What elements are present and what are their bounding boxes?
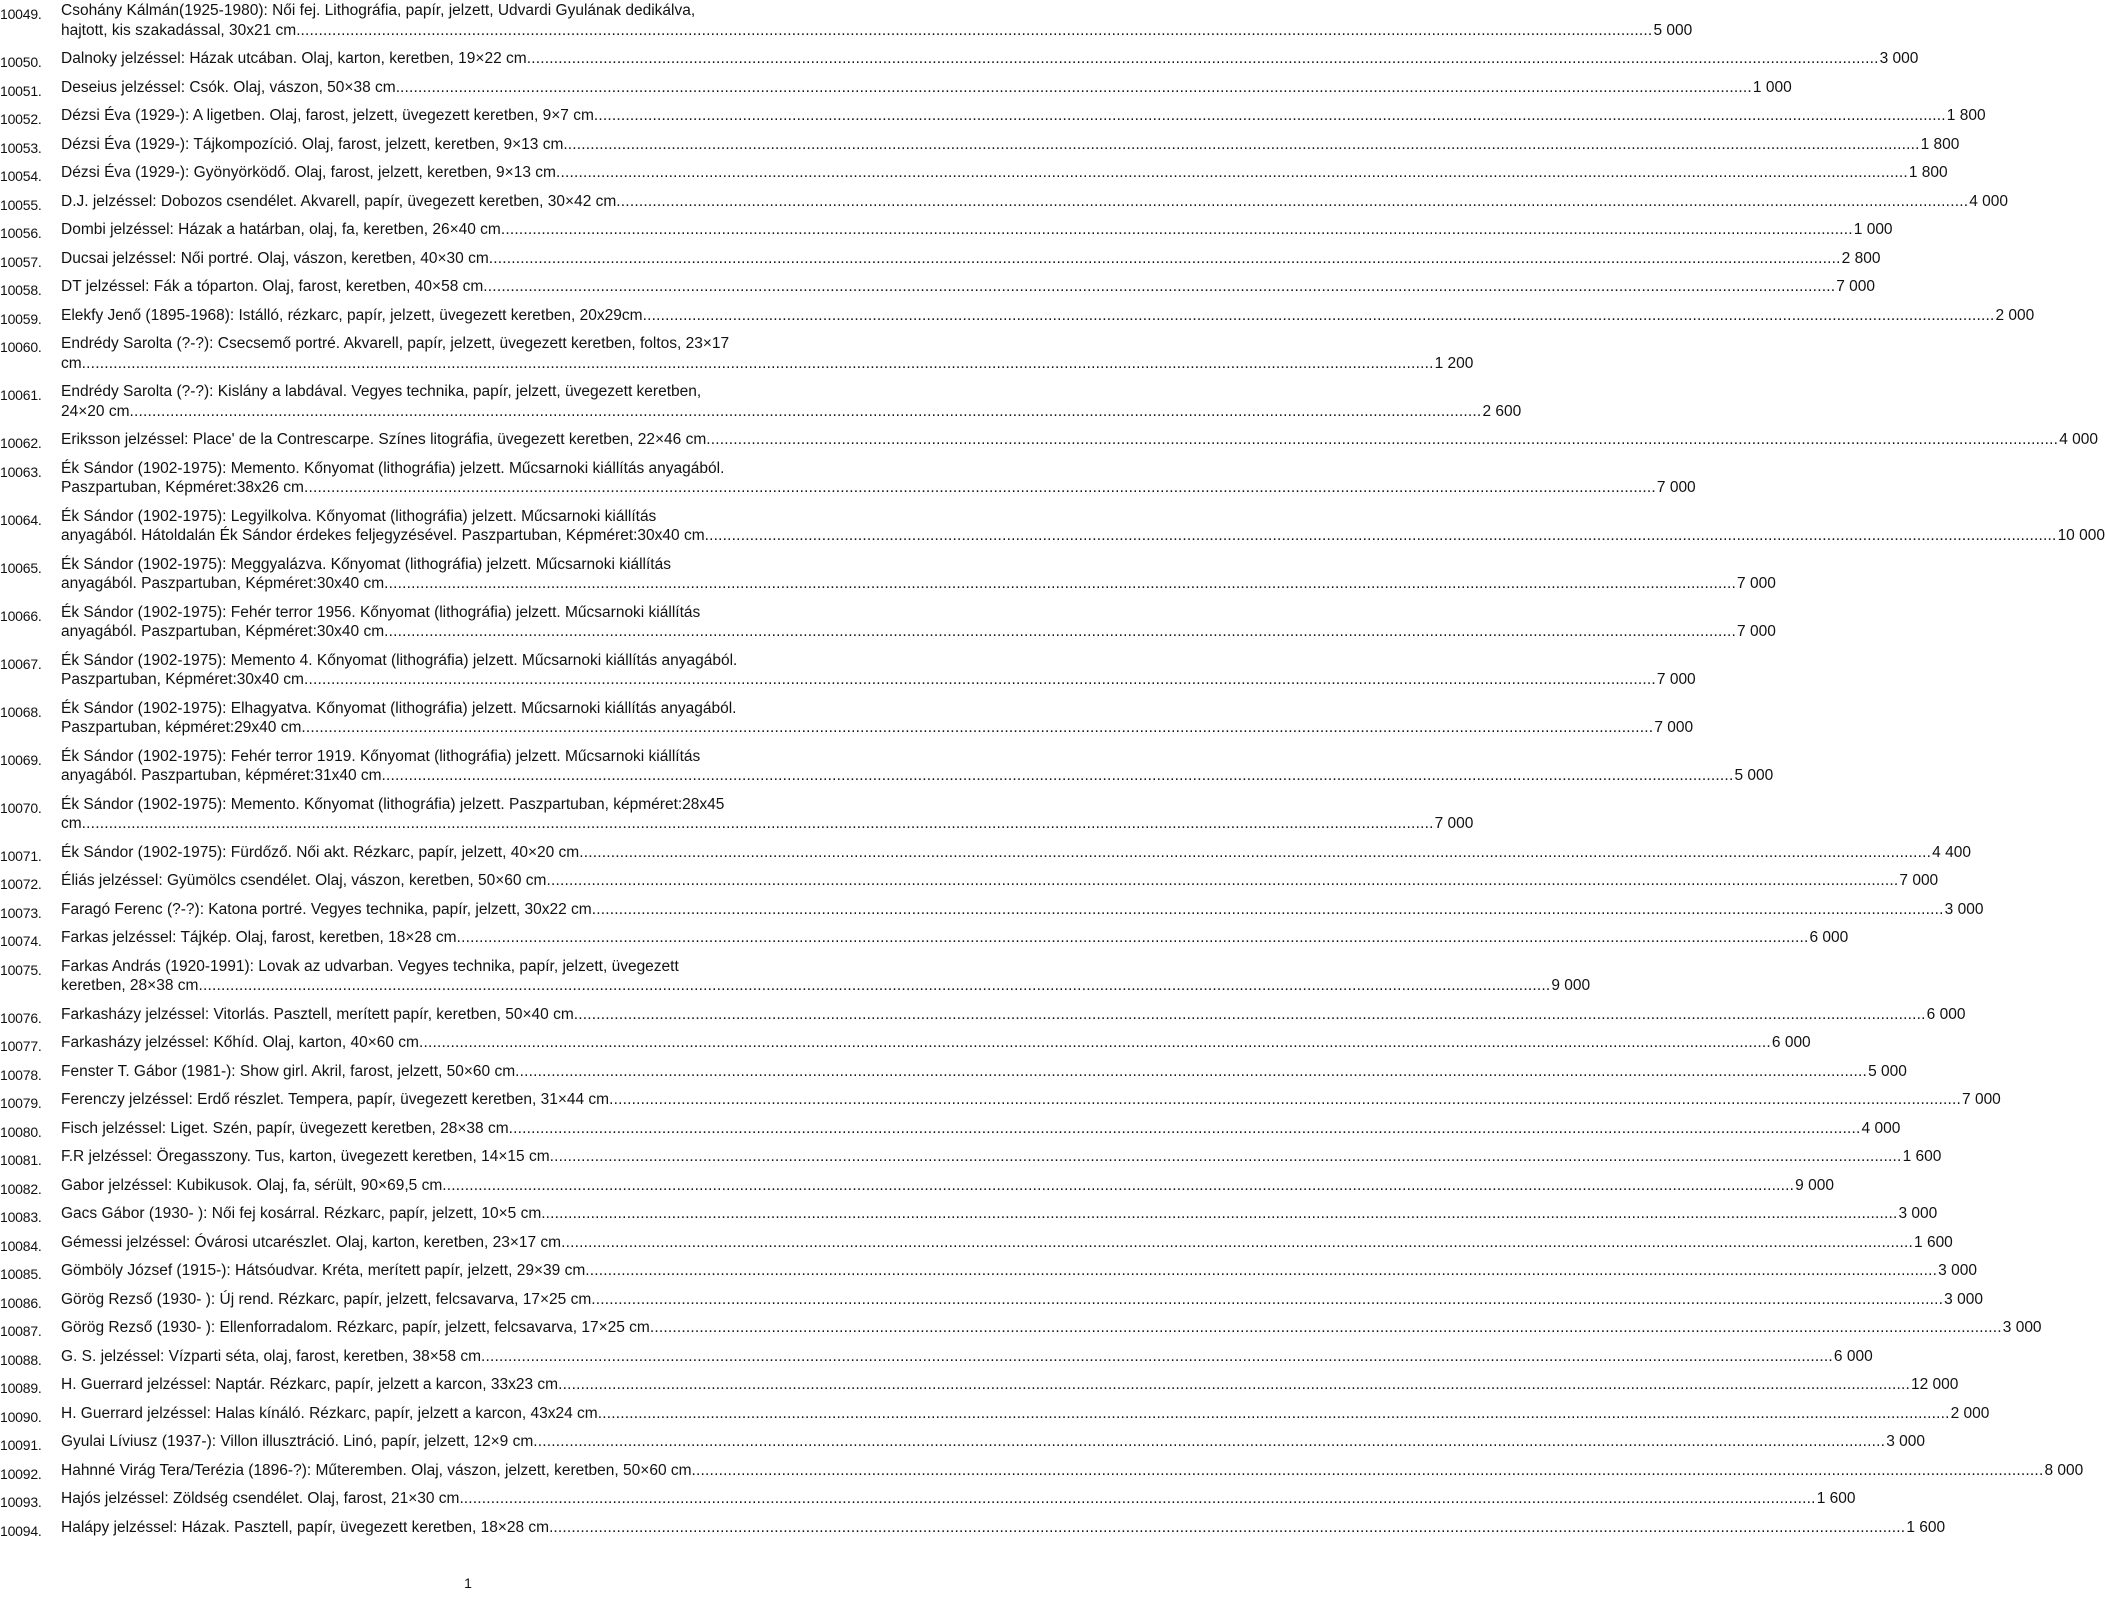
catalog-entry <box>0 249 1881 270</box>
entry-price: 2 000 <box>1950 1404 1990 1422</box>
entry-text-line: cm <box>61 354 82 372</box>
entry-description <box>61 1176 1834 1196</box>
entry-description <box>61 106 1986 126</box>
entry-description <box>61 507 2105 546</box>
entry-text-line: Farkasházy jelzéssel: Vitorlás. Pasztell, merített papír, keretben, 50×40 cm <box>61 1005 574 1023</box>
catalog-entry <box>0 382 1522 421</box>
entry-description <box>61 699 1694 738</box>
entry-text-line: Farkas András (1920-1991): Lovak az udvarban. Vegyes technika, papír, jelzett, üvegezett <box>61 957 679 975</box>
entry-number: 10071. <box>0 847 42 864</box>
dot-leader: ............................................................................................................................................................................................................................................................................................................ <box>567 135 1920 153</box>
entry-number: 10068. <box>0 703 42 720</box>
catalog-entry <box>0 430 2098 451</box>
dot-leader: ............................................................................................................................................................................................................................................................................................................ <box>704 527 2057 544</box>
catalog-entry <box>0 220 1893 241</box>
dot-leader: ............................................................................................................................................................................................................................................................................................................ <box>706 431 2059 448</box>
entry-description <box>61 795 1474 834</box>
catalog-entry <box>0 1090 2001 1111</box>
catalog-entry <box>0 1318 2042 1339</box>
catalog-entry <box>0 334 1474 373</box>
entry-description <box>61 1062 1907 1082</box>
entry-description <box>61 1404 1990 1424</box>
catalog-entry <box>0 603 1776 642</box>
entry-description <box>61 1461 2084 1481</box>
catalog-entry <box>0 78 1792 99</box>
entry-number: 10070. <box>0 799 42 816</box>
entry-price: 1 600 <box>1816 1490 1856 1507</box>
entry-text-line: anyagából. Paszpartuban, Képméret:30x40 cm <box>61 623 385 640</box>
entry-text-line: Dombi jelzéssel: Házak a határban, olaj, fa, keretben, 26×40 cm <box>61 221 501 238</box>
catalog-entry <box>0 1033 1811 1054</box>
entry-text-line: Ferenczy jelzéssel: Erdő részlet. Tempera, papír, üvegezett keretben, 31×44 cm <box>61 1091 610 1108</box>
dot-leader: ............................................................................................................................................................................................................................................................................................................ <box>384 575 1737 592</box>
entry-text-line: DT jelzéssel: Fák a tóparton. Olaj, farost, keretben, 40×58 cm <box>61 278 484 295</box>
entry-text-line: Hajós jelzéssel: Zöldség csendélet. Olaj, farost, 21×30 cm. <box>61 1490 464 1507</box>
entry-price: 1 000 <box>1752 78 1792 96</box>
dot-leader: ............................................................................................................................................................................................................................................................................................................ <box>488 249 1841 267</box>
entry-price: 2 000 <box>1995 306 2035 324</box>
entry-description <box>61 651 1696 690</box>
dot-leader: ............................................................................................................................................................................................................................................................................................................ <box>573 1005 1926 1023</box>
entry-description <box>61 1005 1966 1025</box>
entry-number: 10077. <box>0 1038 42 1054</box>
entry-text-line: Faragó Ferenc (?-?): Katona portré. Vegyes technika, papír, jelzett, 30x22 cm <box>61 900 592 918</box>
entry-text-line: Ék Sándor (1902-1975): Fehér terror 1919. Kőnyomat (lithográfia) jelzett. Műcsarnoki kiállítás <box>61 747 701 765</box>
dot-leader: ............................................................................................................................................................................................................................................................................................................ <box>597 1404 1950 1422</box>
entry-text-line: keretben, 28×38 cm <box>61 977 199 994</box>
entry-description <box>61 220 1893 240</box>
entry-description <box>61 334 1474 373</box>
entry-price: 4 400 <box>1932 843 1971 861</box>
entry-number: 10056. <box>0 225 42 241</box>
entry-description <box>61 1204 1938 1224</box>
entry-text-line: Gémessi jelzéssel: Óvárosi utcarészlet. Olaj, karton, keretben, 23×17 cm <box>61 1233 562 1251</box>
entry-number: 10091. <box>0 1437 42 1453</box>
entry-description <box>61 1518 1946 1538</box>
entry-number: 10080. <box>0 1123 42 1140</box>
entry-number: 10076. <box>0 1009 42 1026</box>
dot-leader: ............................................................................................................................................................................................................................................................................................................ <box>198 977 1551 994</box>
catalog-entry <box>0 49 1919 70</box>
catalog-entry <box>0 1204 1938 1225</box>
dot-leader: ............................................................................................................................................................................................................................................................................................................ <box>555 164 1908 181</box>
entry-text-line: Ék Sándor (1902-1975): Fehér terror 1956. Kőnyomat (lithográfia) jelzett. Műcsarnoki kiállítás <box>61 603 701 621</box>
catalog-entry <box>0 106 1986 127</box>
entry-text-line: Ék Sándor (1902-1975): Meggyalázva. Kőnyomat (lithográfia) jelzett. Műcsarnoki kiállítás <box>61 555 671 573</box>
catalog-entry <box>0 1062 1907 1083</box>
dot-leader: ............................................................................................................................................................................................................................................................................................................ <box>616 192 1969 210</box>
catalog-entry <box>0 192 2009 213</box>
entry-number: 10061. <box>0 387 42 403</box>
catalog-entry <box>0 1489 1856 1510</box>
entry-price: 1 600 <box>1906 1518 1946 1536</box>
entry-description <box>61 1489 1856 1509</box>
entry-price: 3 000 <box>1898 1205 1938 1222</box>
entry-number: 10085. <box>0 1266 42 1282</box>
entry-number: 10058. <box>0 282 42 298</box>
dot-leader: ............................................................................................................................................................................................................................................................................................................ <box>585 1262 1938 1279</box>
entry-price: 4 000 <box>2059 431 2098 448</box>
catalog-entry <box>0 507 2105 546</box>
dot-leader: ............................................................................................................................................................................................................................................................................................................ <box>609 1091 1962 1108</box>
entry-text-line: Gömböly József (1915-): Hátsóudvar. Kréta, merített papír, jelzett, 29×39 cm <box>61 1262 586 1279</box>
entry-text-line: Görög Rezső (1930- ): Ellenforradalom. Rézkarc, papír, jelzett, felcsavarva, 17×25 cm <box>61 1319 650 1336</box>
entry-number: 10078. <box>0 1066 42 1083</box>
catalog-entry <box>0 1261 1977 1282</box>
entry-text-line: Dézsi Éva (1929-): Tájkompozíció. Olaj, farost, jelzett, keretben, 9×13 cm. <box>61 135 568 153</box>
entry-description <box>61 1233 1953 1253</box>
dot-leader: ............................................................................................................................................................................................................................................................................................................ <box>481 1347 1833 1365</box>
entry-number: 10092. <box>0 1465 42 1482</box>
catalog-entry-list <box>0 1 2105 1546</box>
entry-price: 9 000 <box>1551 977 1591 994</box>
catalog-entry <box>0 277 1876 298</box>
entry-price: 6 000 <box>1833 1347 1873 1365</box>
entry-text-line: Csohány Kálmán(1925-1980): Női fej. Lithográfia, papír, jelzett, Udvardi Gyulának dedikálva, <box>61 2 696 19</box>
catalog-entry <box>0 699 1694 738</box>
entry-text-line: 24×20 cm <box>61 402 130 420</box>
entry-text-line: Dalnoky jelzéssel: Házak utcában. Olaj, karton, keretben, 19×22 cm <box>61 50 527 67</box>
entry-price: 7 000 <box>1737 575 1776 592</box>
entry-number: 10089. <box>0 1380 42 1396</box>
dot-leader: ............................................................................................................................................................................................................................................................................................................ <box>300 21 1653 39</box>
entry-number: 10090. <box>0 1408 42 1425</box>
entry-description <box>61 249 1881 269</box>
catalog-entry <box>0 163 1948 184</box>
entry-number: 10060. <box>0 339 42 355</box>
entry-description <box>61 192 2009 212</box>
entry-description <box>61 306 2035 326</box>
catalog-entry <box>0 1461 2084 1482</box>
entry-description <box>61 871 1939 891</box>
entry-number: 10081. <box>0 1152 42 1168</box>
catalog-entry <box>0 871 1939 892</box>
entry-text-line: Endrédy Sarolta (?-?): Kislány a labdával. Vegyes technika, papír, jelzett, üvegezett keretben, <box>61 383 702 400</box>
entry-number: 10073. <box>0 904 42 921</box>
entry-text-line: anyagából. Hátoldalán Ék Sándor érdekes feljegyzésével. Paszpartuban, Képméret:30x40 cm <box>61 527 705 544</box>
entry-number: 10067. <box>0 655 42 672</box>
dot-leader: ............................................................................................................................................................................................................................................................................................................ <box>642 306 1995 324</box>
dot-leader: ............................................................................................................................................................................................................................................................................................................ <box>591 1290 1944 1308</box>
entry-price: 7 000 <box>1656 671 1696 688</box>
dot-leader: ............................................................................................................................................................................................................................................................................................................ <box>381 767 1734 784</box>
entry-price: 2 800 <box>1841 249 1881 267</box>
dot-leader: ............................................................................................................................................................................................................................................................................................................ <box>508 1119 1861 1137</box>
dot-leader: ............................................................................................................................................................................................................................................................................................................ <box>442 1176 1795 1194</box>
entry-description <box>61 382 1522 421</box>
dot-leader: ............................................................................................................................................................................................................................................................................................................ <box>545 1205 1898 1222</box>
dot-leader: ............................................................................................................................................................................................................................................................................................................ <box>691 1461 2044 1479</box>
entry-number: 10053. <box>0 139 42 156</box>
entry-description <box>61 1033 1811 1053</box>
entry-price: 1 600 <box>1902 1148 1942 1165</box>
entry-description <box>61 1 1693 40</box>
entry-text-line: G. S. jelzéssel: Vízparti séta, olaj, farost, keretben, 38×58 cm <box>61 1347 481 1365</box>
catalog-entry <box>0 1290 1983 1311</box>
entry-price: 1 200 <box>1434 354 1474 372</box>
entry-price: 7 000 <box>1962 1091 2001 1108</box>
dot-leader: ............................................................................................................................................................................................................................................................................................................ <box>303 479 1656 496</box>
entry-price: 2 600 <box>1482 402 1522 420</box>
entry-description <box>61 1432 1925 1452</box>
entry-price: 7 000 <box>1434 815 1474 832</box>
entry-price: 5 000 <box>1653 21 1693 39</box>
entry-price: 1 600 <box>1914 1233 1953 1251</box>
entry-number: 10066. <box>0 607 42 624</box>
catalog-entry <box>0 135 1960 156</box>
entry-description <box>61 135 1960 155</box>
entry-price: 7 000 <box>1654 719 1694 736</box>
entry-text-line: anyagából. Paszpartuban, Képméret:30x40 cm <box>61 575 385 592</box>
entry-text-line: Farkas jelzéssel: Tájkép. Olaj, farost, keretben, 18×28 cm <box>61 929 457 946</box>
entry-text-line: Gyulai Líviusz (1937-): Villon illusztráció. Linó, papír, jelzett, 12×9 cm <box>61 1433 534 1450</box>
catalog-entry <box>0 1176 1834 1197</box>
catalog-entry <box>0 1375 1959 1396</box>
entry-description <box>61 78 1792 98</box>
dot-leader: ............................................................................................................................................................................................................................................................................................................ <box>649 1319 2002 1336</box>
dot-leader: ............................................................................................................................................................................................................................................................................................................ <box>533 1433 1886 1450</box>
entry-text-line: H. Guerrard jelzéssel: Halas kínáló. Rézkarc, papír, jelzett a karcon, 43x24 cm <box>61 1404 598 1422</box>
entry-number: 10082. <box>0 1180 42 1197</box>
entry-description <box>61 928 1849 948</box>
entry-description <box>61 1090 2001 1110</box>
catalog-entry <box>0 843 1971 864</box>
entry-description <box>61 277 1876 297</box>
entry-number: 10050. <box>0 54 42 70</box>
entry-text-line: Paszpartuban, Képméret:38x26 cm <box>61 479 304 496</box>
entry-price: 3 000 <box>1944 1290 1983 1308</box>
entry-description <box>61 1147 1942 1167</box>
entry-description <box>61 163 1948 183</box>
entry-text-line: anyagából. Paszpartuban, képméret:31x40 cm <box>61 767 382 784</box>
entry-price: 1 000 <box>1853 221 1893 238</box>
dot-leader: ............................................................................................................................................................................................................................................................................................................ <box>483 278 1836 295</box>
entry-text-line: Dézsi Éva (1929-): A ligetben. Olaj, farost, jelzett, üvegezett keretben, 9×7 cm <box>61 107 594 124</box>
entry-description <box>61 1347 1873 1367</box>
catalog-entry <box>0 1 1693 40</box>
catalog-entry <box>0 1005 1966 1026</box>
entry-number: 10083. <box>0 1209 42 1225</box>
dot-leader: ............................................................................................................................................................................................................................................................................................................ <box>500 221 1853 238</box>
entry-price: 7 000 <box>1656 479 1696 496</box>
entry-price: 7 000 <box>1737 623 1776 640</box>
entry-text-line: Endrédy Sarolta (?-?): Csecsemő portré. Akvarell, papír, jelzett, üvegezett keretben, foltos, 23×17 <box>61 335 730 352</box>
entry-price: 5 000 <box>1868 1062 1907 1080</box>
dot-leader: ............................................................................................................................................................................................................................................................................................................ <box>591 900 1944 918</box>
entry-price: 6 000 <box>1926 1005 1966 1023</box>
catalog-entry <box>0 555 1776 594</box>
entry-number: 10049. <box>0 6 42 22</box>
entry-number: 10055. <box>0 196 42 213</box>
entry-price: 3 000 <box>1879 50 1919 67</box>
entry-description <box>61 1290 1983 1310</box>
entry-price: 7 000 <box>1836 278 1876 295</box>
entry-text-line: Ék Sándor (1902-1975): Memento. Kőnyomat (lithográfia) jelzett. Műcsarnoki kiállítás anyagából. <box>61 459 725 477</box>
entry-text-line: Hahnné Virág Tera/Terézia (1896-?): Műteremben. Olaj, vászon, jelzett, keretben, 50×60 cm <box>61 1461 692 1479</box>
entry-text-line: Ducsai jelzéssel: Női portré. Olaj, vászon, keretben, 40×30 cm <box>61 249 489 267</box>
catalog-entry <box>0 900 1984 921</box>
entry-number: 10069. <box>0 751 42 768</box>
catalog-entry <box>0 1119 1901 1140</box>
entry-number: 10084. <box>0 1237 42 1254</box>
entry-number: 10086. <box>0 1294 42 1311</box>
catalog-entry <box>0 459 1696 498</box>
entry-description <box>61 555 1776 594</box>
entry-price: 1 800 <box>1946 107 1986 124</box>
dot-leader: ............................................................................................................................................................................................................................................................................................................ <box>418 1034 1771 1051</box>
catalog-entry <box>0 306 2035 327</box>
catalog-entry <box>0 1404 1990 1425</box>
dot-leader: ............................................................................................................................................................................................................................................................................................................ <box>303 671 1656 688</box>
dot-leader: ............................................................................................................................................................................................................................................................................................................ <box>579 843 1932 861</box>
entry-description <box>61 900 1984 920</box>
entry-number: 10063. <box>0 463 42 480</box>
entry-price: 6 000 <box>1809 929 1849 946</box>
entry-text-line: Ék Sándor (1902-1975): Elhagyatva. Kőnyomat (lithográfia) jelzett. Műcsarnoki kiállítás anyagából. <box>61 699 737 717</box>
dot-leader: ............................................................................................................................................................................................................................................................................................................ <box>400 78 1752 96</box>
entry-price: 3 000 <box>1886 1433 1925 1450</box>
entry-description <box>61 1318 2042 1338</box>
entry-number: 10065. <box>0 559 42 576</box>
entry-description <box>61 459 1696 498</box>
catalog-entry <box>0 1518 1946 1539</box>
entry-price: 3 000 <box>1944 900 1984 918</box>
dot-leader: ............................................................................................................................................................................................................................................................................................................ <box>558 1376 1910 1393</box>
entry-text-line: Ék Sándor (1902-1975): Legyilkolva. Kőnyomat (lithográfia) jelzett. Műcsarnoki kiállítás <box>61 507 657 525</box>
entry-text-line: F.R jelzéssel: Öregasszony. Tus, karton, üvegezett keretben, 14×15 cm <box>61 1148 550 1165</box>
entry-text-line: Elekfy Jenő (1895-1968): Istálló, rézkarc, papír, jelzett, üvegezett keretben, 20x29cm <box>61 306 643 324</box>
dot-leader: ............................................................................................................................................................................................................................................................................................................ <box>593 107 1946 124</box>
entry-number: 10088. <box>0 1351 42 1368</box>
entry-price: 1 800 <box>1920 135 1960 153</box>
entry-description <box>61 1375 1959 1395</box>
entry-text-line: Eriksson jelzéssel: Place' de la Contrescarpe. Színes litográfia, üvegezett keretben, 22×46 cm <box>61 431 707 448</box>
entry-price: 4 000 <box>1969 192 2009 210</box>
entry-description <box>61 1261 1977 1281</box>
entry-number: 10074. <box>0 933 42 949</box>
entry-text-line: Éliás jelzéssel: Gyümölcs csendélet. Olaj, vászon, keretben, 50×60 cm <box>61 872 547 889</box>
entry-number: 10062. <box>0 435 42 451</box>
dot-leader: ............................................................................................................................................................................................................................................................................................................ <box>549 1148 1902 1165</box>
entry-description <box>61 843 1971 863</box>
catalog-entry <box>0 957 1591 996</box>
entry-text-line: D.J. jelzéssel: Dobozos csendélet. Akvarell, papír, üvegezett keretben, 30×42 cm <box>61 192 617 210</box>
entry-text-line: hajtott, kis szakadással, 30x21 cm. <box>61 21 301 39</box>
entry-price: 3 000 <box>2002 1319 2042 1336</box>
entry-text-line: Ék Sándor (1902-1975): Memento 4. Kőnyomat (lithográfia) jelzett. Műcsarnoki kiállítás anyagából. <box>61 651 738 669</box>
entry-text-line: Fenster T. Gábor (1981-): Show girl. Akril, farost, jelzett, 50×60 cm <box>61 1062 516 1080</box>
entry-price: 9 000 <box>1795 1176 1834 1194</box>
entry-price: 10 000 <box>2057 527 2105 544</box>
entry-text-line: Görög Rezső (1930- ): Új rend. Rézkarc, papír, jelzett, felcsavarva, 17×25 cm <box>61 1290 592 1308</box>
catalog-entry <box>0 1432 1925 1453</box>
entry-number: 10075. <box>0 961 42 978</box>
entry-description <box>61 603 1776 642</box>
dot-leader: ............................................................................................................................................................................................................................................................................................................ <box>129 402 1482 420</box>
catalog-entry <box>0 795 1474 834</box>
entry-text-line: Dézsi Éva (1929-): Gyönyörködő. Olaj, farost, jelzett, keretben, 9×13 cm <box>61 164 556 181</box>
entry-number: 10087. <box>0 1323 42 1339</box>
dot-leader: ............................................................................................................................................................................................................................................................................................................ <box>81 354 1434 372</box>
entry-text-line: cm <box>61 815 82 832</box>
entry-price: 7 000 <box>1899 872 1939 889</box>
entry-number: 10094. <box>0 1522 42 1539</box>
entry-text-line: Gabor jelzéssel: Kubikusok. Olaj, fa, sérült, 90×69,5 cm <box>61 1176 443 1194</box>
entry-text-line: Deseius jelzéssel: Csók. Olaj, vászon, 50×38 cm. <box>61 78 400 96</box>
catalog-entry <box>0 1347 1873 1368</box>
entry-text-line: Ék Sándor (1902-1975): Fürdőző. Női akt. Rézkarc, papír, jelzett, 40×20 cm <box>61 843 580 861</box>
dot-leader: ............................................................................................................................................................................................................................................................................................................ <box>553 1518 1906 1536</box>
dot-leader: ............................................................................................................................................................................................................................................................................................................ <box>561 1233 1914 1251</box>
dot-leader: ............................................................................................................................................................................................................................................................................................................ <box>463 1490 1816 1507</box>
entry-text-line: H. Guerrard jelzéssel: Naptár. Rézkarc, papír, jelzett a karcon, 33x23 cm <box>61 1376 559 1393</box>
entry-text-line: Paszpartuban, Képméret:30x40 cm <box>61 671 304 688</box>
entry-price: 12 000 <box>1911 1376 1959 1393</box>
catalog-entry <box>0 651 1696 690</box>
entry-number: 10052. <box>0 111 42 127</box>
entry-number: 10079. <box>0 1095 42 1111</box>
dot-leader: ............................................................................................................................................................................................................................................................................................................ <box>301 719 1654 736</box>
entry-text-line: Ék Sándor (1902-1975): Memento. Kőnyomat (lithográfia) jelzett. Paszpartuban, képméret:28x45 <box>61 795 725 813</box>
dot-leader: ............................................................................................................................................................................................................................................................................................................ <box>456 929 1809 946</box>
entry-text-line: Halápy jelzéssel: Házak. Pasztell, papír, üvegezett keretben, 18×28 cm. <box>61 1518 554 1536</box>
entry-description <box>61 747 1774 786</box>
entry-text-line: Farkasházy jelzéssel: Kőhíd. Olaj, karton, 40×60 cm <box>61 1034 419 1051</box>
dot-leader: ............................................................................................................................................................................................................................................................................................................ <box>526 50 1879 67</box>
entry-price: 6 000 <box>1771 1034 1811 1051</box>
entry-description <box>61 1119 1901 1139</box>
entry-number: 10072. <box>0 876 42 892</box>
entry-price: 3 000 <box>1938 1262 1977 1279</box>
entry-text-line: Gacs Gábor (1930- ): Női fej kosárral. Rézkarc, papír, jelzett, 10×5 cm. <box>61 1205 546 1222</box>
entry-number: 10054. <box>0 168 42 184</box>
entry-number: 10064. <box>0 511 42 528</box>
page-number: 1 <box>464 1575 472 1591</box>
entry-description <box>61 49 1919 69</box>
entry-price: 4 000 <box>1861 1119 1901 1137</box>
dot-leader: ............................................................................................................................................................................................................................................................................................................ <box>515 1062 1868 1080</box>
catalog-entry <box>0 928 1849 949</box>
entry-number: 10057. <box>0 253 42 270</box>
dot-leader: ............................................................................................................................................................................................................................................................................................................ <box>384 623 1737 640</box>
catalog-entry <box>0 1233 1953 1254</box>
entry-description <box>61 430 2098 450</box>
dot-leader: ............................................................................................................................................................................................................................................................................................................ <box>546 872 1899 889</box>
entry-text-line: Fisch jelzéssel: Liget. Szén, papír, üvegezett keretben, 28×38 cm <box>61 1119 509 1137</box>
entry-price: 8 000 <box>2044 1461 2084 1479</box>
entry-number: 10059. <box>0 310 42 327</box>
entry-number: 10051. <box>0 82 42 99</box>
entry-text-line: Paszpartuban, képméret:29x40 cm <box>61 719 302 736</box>
catalog-entry <box>0 747 1774 786</box>
dot-leader: ............................................................................................................................................................................................................................................................................................................ <box>81 815 1434 832</box>
entry-description <box>61 957 1591 996</box>
entry-price: 5 000 <box>1734 767 1774 784</box>
entry-number: 10093. <box>0 1494 42 1510</box>
entry-price: 1 800 <box>1908 164 1948 181</box>
catalog-entry <box>0 1147 1942 1168</box>
